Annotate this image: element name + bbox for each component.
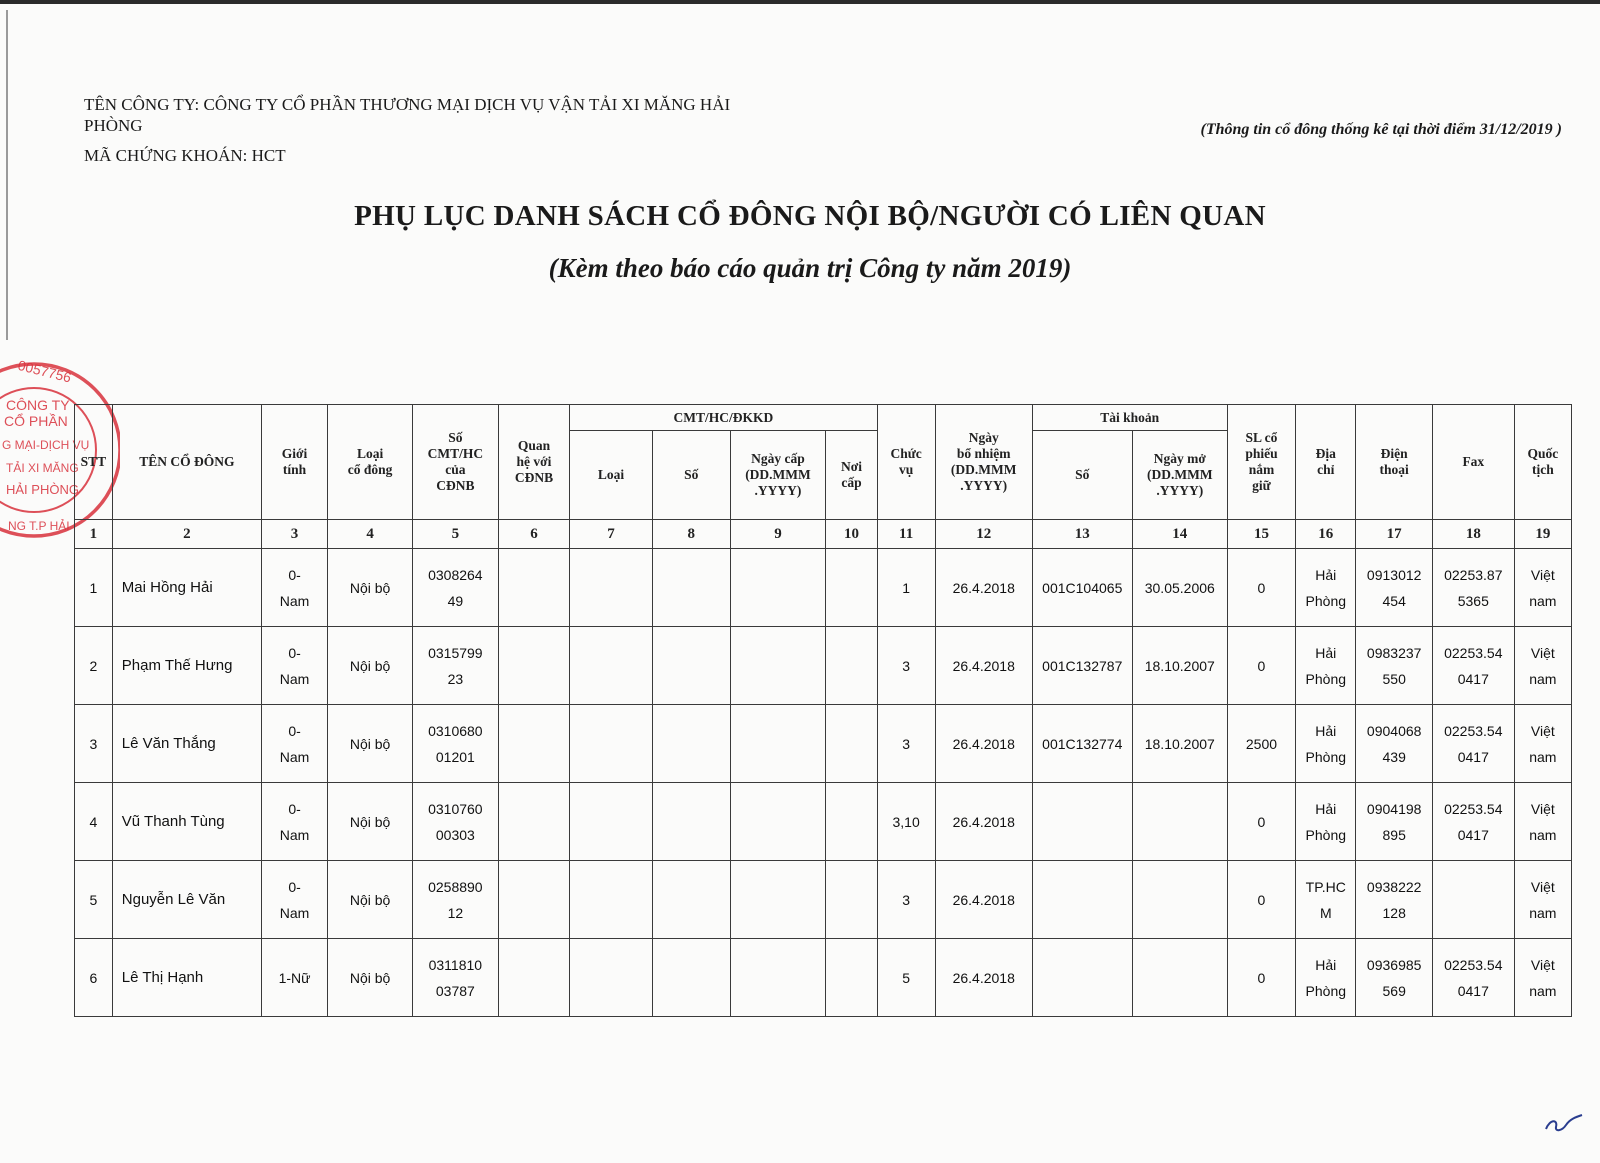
- cell-line: M: [1319, 904, 1332, 921]
- cell-line: nam: [1529, 982, 1557, 999]
- column-number: 13: [1032, 520, 1132, 549]
- cell-doc-type: [570, 705, 653, 783]
- cell-doc-issue-date: [730, 549, 826, 627]
- cell-relation: [498, 627, 569, 705]
- header-line: hệ với: [516, 454, 552, 469]
- header-line: Loại: [356, 446, 384, 461]
- cell-appoint-date: 26.4.2018: [935, 939, 1032, 1017]
- cell-stt: 1: [75, 549, 113, 627]
- initials-signature: [1542, 1111, 1586, 1137]
- cell-line: Việt: [1530, 566, 1555, 583]
- cell-line: Hải: [1315, 956, 1337, 973]
- column-number: 16: [1296, 520, 1356, 549]
- cell-line: Phòng: [1305, 982, 1347, 999]
- cell-doc-issue-date: [730, 861, 826, 939]
- cell-address: [1296, 939, 1356, 1017]
- header-line: Chức: [890, 446, 922, 461]
- cell-line: 0938222: [1366, 878, 1422, 895]
- cell-line: 439: [1382, 748, 1406, 765]
- cell-line: 0904068: [1366, 722, 1422, 739]
- cell-line: Nam: [279, 826, 310, 843]
- col-header-stt: STT: [75, 405, 113, 520]
- header-line: Quốc: [1527, 446, 1559, 461]
- header-line: của: [445, 462, 466, 477]
- svg-text:CỔ PHẦN: CỔ PHẦN: [4, 413, 68, 429]
- company-name-line1: TÊN CÔNG TY: CÔNG TY CỔ PHẦN THƯƠNG MẠI DỊCH VỤ VẬN TẢI XI MĂNG HẢI: [84, 95, 731, 114]
- table-row: [75, 783, 1572, 861]
- table-body: [75, 549, 1572, 1017]
- cell-position: 3: [877, 861, 935, 939]
- header-line: (DD.MMM: [1146, 467, 1213, 482]
- cell-gender: [261, 549, 327, 627]
- document-title: PHỤ LỤC DANH SÁCH CỔ ĐÔNG NỘI BỘ/NGƯỜI CÓ LIÊN QUAN: [354, 200, 1266, 232]
- cell-line: 569: [1382, 982, 1406, 999]
- cell-relation: [498, 783, 569, 861]
- cell-doc-type: [570, 549, 653, 627]
- cell-line: 0308264: [428, 566, 483, 583]
- cell-line: 02253.87: [1444, 566, 1503, 583]
- cell-line: 0-: [288, 722, 301, 739]
- cell-line: 23: [447, 670, 464, 687]
- cell-line: 02253.54: [1444, 956, 1503, 973]
- cell-fax: [1432, 939, 1514, 1017]
- cell-fax: [1432, 549, 1514, 627]
- column-number: 15: [1227, 520, 1295, 549]
- header-line: Ngày mở: [1153, 451, 1206, 466]
- cell-line: Hải: [1315, 800, 1337, 817]
- cell-doc-type: [570, 939, 653, 1017]
- cell-shares: 0: [1227, 861, 1295, 939]
- header-line: thoại: [1379, 462, 1409, 477]
- cell-line: 0315799: [428, 644, 483, 661]
- column-number: 18: [1432, 520, 1514, 549]
- cell-nationality: [1514, 861, 1571, 939]
- column-number: 3: [261, 520, 327, 549]
- cell-line: nam: [1529, 670, 1557, 687]
- cell-line: 01201: [435, 748, 475, 765]
- cell-cdnb-id: [412, 705, 498, 783]
- table-row: [75, 549, 1572, 627]
- cell-line: 02253.54: [1444, 644, 1503, 661]
- cell-name: Vũ Thanh Tùng: [112, 783, 261, 861]
- cell-acct-open-date: 30.05.2006: [1132, 549, 1227, 627]
- company-name: [84, 94, 844, 136]
- cell-address: [1296, 705, 1356, 783]
- cell-fax: [1432, 627, 1514, 705]
- header-line: chỉ: [1317, 462, 1335, 477]
- cell-nationality: [1514, 705, 1571, 783]
- header-line: CĐNB: [514, 470, 554, 485]
- cell-address: [1296, 549, 1356, 627]
- svg-text:G MẠI-DỊCH VỤ: G MẠI-DỊCH VỤ: [2, 438, 90, 452]
- cell-nationality: [1514, 549, 1571, 627]
- cell-cdnb-id: [412, 627, 498, 705]
- cell-fax: [1432, 861, 1514, 939]
- cell-position: 1: [877, 549, 935, 627]
- group-header-account: Tài khoản: [1032, 405, 1227, 431]
- cell-name: Lê Thị Hạnh: [112, 939, 261, 1017]
- cell-line: Việt: [1530, 722, 1555, 739]
- col-header-fax: Fax: [1432, 405, 1514, 520]
- svg-text:HẢI PHÒNG: HẢI PHÒNG: [6, 482, 79, 497]
- column-number: 2: [112, 520, 261, 549]
- cell-doc-issue-place: [826, 705, 877, 783]
- column-number: 7: [570, 520, 653, 549]
- cell-fax: [1432, 783, 1514, 861]
- cell-acct-open-date: [1132, 861, 1227, 939]
- cell-shares: 0: [1227, 549, 1295, 627]
- cell-line: 0936985: [1366, 956, 1422, 973]
- cell-doc-number: [652, 939, 730, 1017]
- cell-nationality: [1514, 627, 1571, 705]
- table-row: [75, 939, 1572, 1017]
- cell-address: [1296, 861, 1356, 939]
- cell-line: Việt: [1530, 800, 1555, 817]
- cell-doc-number: [652, 705, 730, 783]
- cell-line: 895: [1382, 826, 1406, 843]
- cell-address: [1296, 627, 1356, 705]
- cell-doc-issue-place: [826, 783, 877, 861]
- cell-cdnb-id: [412, 549, 498, 627]
- cell-phone: [1356, 783, 1433, 861]
- cell-gender: [261, 783, 327, 861]
- cell-line: 0417: [1457, 670, 1489, 687]
- cell-line: 0258890: [428, 878, 483, 895]
- cell-line: Nam: [279, 592, 310, 609]
- col-header-doc-issue-place: [826, 431, 877, 520]
- cell-line: 0417: [1457, 826, 1489, 843]
- table-row: [75, 705, 1572, 783]
- header-line: bổ nhiệm: [956, 446, 1011, 461]
- cell-line: nam: [1529, 748, 1557, 765]
- cell-appoint-date: 26.4.2018: [935, 783, 1032, 861]
- cell-line: 03787: [435, 982, 475, 999]
- document-subtitle: (Kèm theo báo cáo quản trị Công ty năm 2019): [548, 253, 1072, 283]
- header-line: SL cổ: [1245, 430, 1278, 445]
- cell-line: 0310680: [428, 722, 483, 739]
- group-header-id-doc: CMT/HC/ĐKKD: [570, 405, 877, 431]
- cell-type: Nội bộ: [328, 549, 413, 627]
- cell-shares: 0: [1227, 939, 1295, 1017]
- cell-nationality: [1514, 939, 1571, 1017]
- cell-address: [1296, 783, 1356, 861]
- header-line: Giới: [281, 446, 308, 461]
- scan-edge: [6, 10, 8, 340]
- cell-line: 0310760: [428, 800, 483, 817]
- header-line: cấp: [841, 475, 862, 490]
- cell-cdnb-id: [412, 861, 498, 939]
- cell-phone: [1356, 549, 1433, 627]
- cell-name: Phạm Thế Hưng: [112, 627, 261, 705]
- column-number: 19: [1514, 520, 1571, 549]
- cell-type: Nội bộ: [328, 705, 413, 783]
- cell-phone: [1356, 939, 1433, 1017]
- cell-appoint-date: 26.4.2018: [935, 861, 1032, 939]
- svg-text:0057756: 0057756: [16, 356, 74, 386]
- cell-fax: [1432, 705, 1514, 783]
- header-line: .YYYY): [1156, 483, 1204, 498]
- cell-line: TP.HC: [1305, 878, 1346, 895]
- cell-shares: 0: [1227, 627, 1295, 705]
- cell-stt: 5: [75, 861, 113, 939]
- col-header-acct-open-date: [1132, 431, 1227, 520]
- header-line: .YYYY): [754, 483, 802, 498]
- col-header-position: [877, 405, 935, 520]
- col-header-nationality: [1514, 405, 1571, 520]
- cell-position: 5: [877, 939, 935, 1017]
- header-line: tịch: [1531, 462, 1554, 477]
- cell-acct-number: [1032, 939, 1132, 1017]
- header-line: tính: [282, 462, 307, 477]
- cell-line: Phòng: [1305, 592, 1347, 609]
- shareholder-table: [74, 404, 1572, 1017]
- cell-doc-number: [652, 627, 730, 705]
- cell-appoint-date: 26.4.2018: [935, 549, 1032, 627]
- cell-acct-open-date: [1132, 939, 1227, 1017]
- cell-line: 0-: [288, 878, 301, 895]
- cell-line: 5365: [1457, 592, 1489, 609]
- cell-acct-open-date: 18.10.2007: [1132, 705, 1227, 783]
- cell-cdnb-id: [412, 783, 498, 861]
- table-row: [75, 627, 1572, 705]
- cell-relation: [498, 705, 569, 783]
- col-header-appoint-date: [935, 405, 1032, 520]
- cell-line: nam: [1529, 592, 1557, 609]
- cell-phone: [1356, 705, 1433, 783]
- cell-doc-issue-date: [730, 627, 826, 705]
- cell-gender: [261, 627, 327, 705]
- cell-stt: 4: [75, 783, 113, 861]
- company-name-line2: PHÒNG: [84, 116, 143, 135]
- cell-line: Phòng: [1305, 670, 1347, 687]
- col-header-doc-type: Loại: [570, 431, 653, 520]
- cell-line: 0-: [288, 644, 301, 661]
- cell-doc-number: [652, 549, 730, 627]
- cell-position: 3: [877, 705, 935, 783]
- cell-relation: [498, 549, 569, 627]
- col-header-type: [328, 405, 413, 520]
- cell-doc-issue-date: [730, 939, 826, 1017]
- cell-stt: 2: [75, 627, 113, 705]
- cell-line: 0311810: [428, 956, 483, 973]
- cell-line: 0417: [1457, 748, 1489, 765]
- cell-line: Nam: [279, 904, 310, 921]
- cell-nationality: [1514, 783, 1571, 861]
- statistics-note: (Thông tin cổ đông thống kê tại thời điểm 31/12/2019 ): [1200, 121, 1562, 138]
- cell-position: 3: [877, 627, 935, 705]
- cell-acct-number: 001C132774: [1032, 705, 1132, 783]
- cell-doc-issue-place: [826, 861, 877, 939]
- column-number: 14: [1132, 520, 1227, 549]
- cell-shares: 0: [1227, 783, 1295, 861]
- cell-cdnb-id: [412, 939, 498, 1017]
- cell-phone: [1356, 627, 1433, 705]
- cell-line: 0-: [288, 800, 301, 817]
- cell-line: Việt: [1530, 956, 1555, 973]
- cell-name: Lê Văn Thắng: [112, 705, 261, 783]
- cell-line: nam: [1529, 826, 1557, 843]
- table-row: [75, 861, 1572, 939]
- cell-doc-issue-date: [730, 705, 826, 783]
- col-header-gender: [261, 405, 327, 520]
- stock-code: MÃ CHỨNG KHOÁN: HCT: [84, 146, 286, 165]
- cell-doc-issue-place: [826, 939, 877, 1017]
- cell-acct-number: 001C132787: [1032, 627, 1132, 705]
- cell-line: 12: [447, 904, 464, 921]
- header-line: Điện: [1380, 446, 1408, 461]
- cell-shares: 2500: [1227, 705, 1295, 783]
- col-header-doc-issue-date: [730, 431, 826, 520]
- cell-doc-number: [652, 861, 730, 939]
- cell-line: 550: [1382, 670, 1406, 687]
- cell-doc-issue-place: [826, 549, 877, 627]
- cell-phone: [1356, 861, 1433, 939]
- cell-line: Việt: [1530, 878, 1555, 895]
- header-line: (DD.MMM: [745, 467, 811, 482]
- cell-gender: [261, 939, 327, 1017]
- cell-line: 128: [1382, 904, 1406, 921]
- cell-line: 00303: [435, 826, 475, 843]
- cell-line: 454: [1382, 592, 1406, 609]
- column-number: 8: [652, 520, 730, 549]
- svg-text:NG T.P HẢI: NG T.P HẢI: [8, 519, 70, 533]
- cell-line: 02253.54: [1444, 800, 1503, 817]
- header-line: Quan: [517, 438, 551, 453]
- cell-stt: 3: [75, 705, 113, 783]
- svg-text:TẢI XI MĂNG: TẢI XI MĂNG: [6, 461, 79, 475]
- cell-type: Nội bộ: [328, 627, 413, 705]
- cell-line: 0913012: [1366, 566, 1422, 583]
- cell-acct-number: [1032, 861, 1132, 939]
- cell-line: 0-: [288, 566, 301, 583]
- header-line: CMT/HC: [427, 446, 484, 461]
- header-line: vụ: [899, 462, 914, 477]
- cell-line: 02253.54: [1444, 722, 1503, 739]
- cell-name: Nguyễn Lê Văn: [112, 861, 261, 939]
- column-number: 17: [1356, 520, 1433, 549]
- col-header-doc-number: Số: [652, 431, 730, 520]
- cell-doc-issue-date: [730, 783, 826, 861]
- col-header-cdnb-id: [412, 405, 498, 520]
- cell-line: 0417: [1457, 982, 1489, 999]
- cell-line: Việt: [1530, 644, 1555, 661]
- column-number: 4: [328, 520, 413, 549]
- column-number: 5: [412, 520, 498, 549]
- cell-acct-open-date: [1132, 783, 1227, 861]
- cell-line: Hải: [1315, 722, 1337, 739]
- cell-line: 49: [447, 592, 464, 609]
- cell-acct-number: [1032, 783, 1132, 861]
- cell-line: Phòng: [1305, 826, 1347, 843]
- cell-line: Phòng: [1305, 748, 1347, 765]
- cell-relation: [498, 861, 569, 939]
- column-number: 12: [935, 520, 1032, 549]
- cell-appoint-date: 26.4.2018: [935, 627, 1032, 705]
- column-number: 6: [498, 520, 569, 549]
- cell-doc-type: [570, 627, 653, 705]
- cell-line: 0983237: [1366, 644, 1422, 661]
- cell-line: Hải: [1315, 644, 1337, 661]
- col-header-relation: [498, 405, 569, 520]
- column-number: 11: [877, 520, 935, 549]
- column-number: 9: [730, 520, 826, 549]
- top-border: [0, 0, 1600, 4]
- col-header-name: TÊN CỔ ĐÔNG: [112, 405, 261, 520]
- header-line: Ngày: [968, 430, 999, 445]
- column-number-row: [75, 520, 1572, 549]
- cell-gender: [261, 705, 327, 783]
- cell-acct-open-date: 18.10.2007: [1132, 627, 1227, 705]
- header-line: (DD.MMM: [950, 462, 1017, 477]
- cell-line: nam: [1529, 904, 1557, 921]
- cell-gender: [261, 861, 327, 939]
- header-line: Số: [448, 430, 463, 445]
- cell-position: 3,10: [877, 783, 935, 861]
- header-line: .YYYY): [960, 478, 1008, 493]
- cell-line: 1-Nữ: [278, 969, 311, 986]
- cell-line: Hải: [1315, 566, 1337, 583]
- column-number: 10: [826, 520, 877, 549]
- column-number: 1: [75, 520, 113, 549]
- header-line: Ngày cấp: [751, 451, 805, 466]
- cell-doc-type: [570, 783, 653, 861]
- header-line: Địa: [1315, 446, 1336, 461]
- header-line: phiếu: [1245, 446, 1278, 461]
- header-line: CĐNB: [436, 478, 475, 493]
- cell-appoint-date: 26.4.2018: [935, 705, 1032, 783]
- header-line: Nơi: [841, 459, 862, 474]
- header-line: cổ đông: [347, 462, 393, 477]
- cell-line: 0904198: [1366, 800, 1422, 817]
- col-header-shares: [1227, 405, 1295, 520]
- cell-line: Nam: [279, 670, 310, 687]
- cell-stt: 6: [75, 939, 113, 1017]
- header-line: nắm: [1248, 462, 1275, 477]
- col-header-acct-number: Số: [1032, 431, 1132, 520]
- cell-type: Nội bộ: [328, 783, 413, 861]
- svg-text:CÔNG TY: CÔNG TY: [6, 397, 70, 413]
- cell-doc-issue-place: [826, 627, 877, 705]
- cell-doc-number: [652, 783, 730, 861]
- cell-name: Mai Hồng Hải: [112, 549, 261, 627]
- col-header-phone: [1356, 405, 1433, 520]
- header-line: giữ: [1252, 478, 1271, 493]
- cell-line: Nam: [279, 748, 310, 765]
- cell-relation: [498, 939, 569, 1017]
- cell-type: Nội bộ: [328, 861, 413, 939]
- cell-doc-type: [570, 861, 653, 939]
- col-header-address: [1296, 405, 1356, 520]
- cell-acct-number: 001C104065: [1032, 549, 1132, 627]
- cell-type: Nội bộ: [328, 939, 413, 1017]
